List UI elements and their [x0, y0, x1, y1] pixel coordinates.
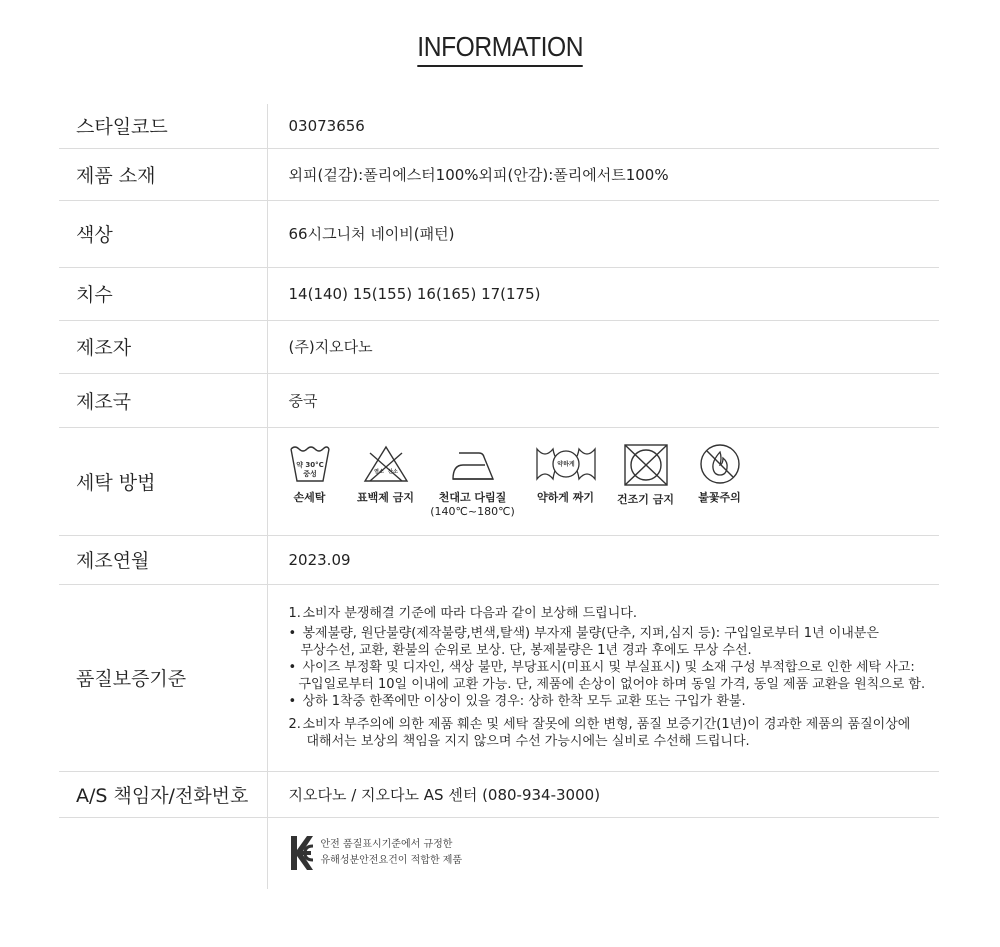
label-date: 제조연월	[59, 535, 267, 584]
page-title: INFORMATION	[417, 30, 583, 67]
row-color	[59, 200, 939, 267]
value-size: 14(140) 15(155) 16(165) 17(175)	[267, 267, 939, 320]
label-quality: 품질보증기준	[59, 584, 267, 771]
quality-bullet-2-line-2: 구입일로부터 10일 이내에 교환 가능. 단, 제품에 손상이 없어야 하며 동일 가격, 동일 제품 교환을 원칙으로 함.	[298, 677, 926, 692]
bullet-mark-2: •	[288, 660, 297, 675]
quality-bullet-2	[289, 659, 940, 676]
value-as: 지오다노 / 지오다노 AS 센터 (080-934-3000)	[267, 771, 939, 817]
row-as	[59, 771, 939, 817]
quality-item-2-line-1: 소비자 부주의에 의한 제품 훼손 및 세탁 잘못에 의한 변형, 품질 보증기간(1년)이 경과한 제품의 품질이상에	[302, 717, 911, 732]
care-label-iron: 천대고 다림질	[438, 491, 507, 504]
care-item-iron	[431, 443, 515, 519]
hand-wash-icon	[288, 443, 332, 485]
care-label-iron-temp: (140℃~180℃)	[430, 505, 515, 518]
kc-mark-icon	[289, 834, 315, 872]
label-size: 치수	[59, 267, 267, 320]
row-kc	[59, 817, 939, 889]
row-maker	[59, 320, 939, 373]
care-label-hand-wash: 손세탁	[293, 491, 326, 504]
no-bleach-chlorine: 염소	[373, 469, 384, 475]
label-as: A/S 책임자/전화번호	[59, 771, 267, 817]
quality-text	[289, 605, 940, 750]
gentle-wring-icon	[535, 443, 597, 485]
care-item-no-fire	[695, 443, 745, 505]
value-washing	[267, 427, 939, 535]
row-date	[59, 535, 939, 584]
kc-text-line-1: 안전 품질표시기준에서 규정한	[320, 839, 453, 851]
gentle-wring-text: 약하게	[556, 461, 575, 468]
quality-item-2-line-2: 대해서는 보상의 책임을 지지 않으며 수선 가능시에는 실비로 수선해 드립니다.	[306, 734, 750, 749]
row-size	[59, 267, 939, 320]
row-quality	[59, 584, 939, 771]
care-icons	[289, 443, 940, 519]
row-material	[59, 148, 939, 200]
quality-item-2-num: 2.	[288, 717, 301, 732]
label-washing: 세탁 방법	[59, 427, 267, 535]
care-label-no-fire: 불꽃주의	[698, 491, 741, 504]
quality-item-1-text: 소비자 분쟁해결 기준에 따라 다음과 같이 보상해 드립니다.	[302, 606, 637, 621]
value-maker: (주)지오다노	[267, 320, 939, 373]
row-country	[59, 373, 939, 427]
hand-wash-neutral: 중성	[302, 470, 317, 478]
label-country: 제조국	[59, 373, 267, 427]
label-maker: 제조자	[59, 320, 267, 373]
quality-bullet-1-line-2: 무상수선, 교환, 환불의 순위로 보상. 단, 봉제불량은 1년 경과 후에도 무상 수선.	[300, 643, 752, 658]
quality-bullet-3-text: 상하 1착중 한쪽에만 이상이 있을 경우: 상하 한착 모두 교환 또는 구입가 환불.	[302, 694, 746, 709]
quality-bullet-1-line-1: 봉제불량, 원단불량(제작불량,변색,탈색) 부자재 불량(단추, 지퍼,심지 등): 구입일로부터 1년 이내분은	[302, 626, 879, 641]
care-item-gentle-wring	[531, 443, 601, 505]
value-style-code: 03073656	[267, 104, 939, 148]
care-label-gentle-wring: 약하게 짜기	[537, 491, 594, 504]
row-style-code	[59, 104, 939, 148]
no-fire-icon	[698, 443, 742, 485]
care-label-no-tumble-dry: 건조기 금지	[617, 493, 674, 506]
value-color: 66시그니처 네이비(패턴)	[267, 200, 939, 267]
label-kc-empty	[59, 817, 267, 889]
kc-text-line-2: 유해성분안전요건이 적합한 제품	[320, 855, 463, 867]
care-item-no-bleach	[353, 443, 419, 505]
quality-bullet-2-line-1: 사이즈 부정확 및 디자인, 색상 불만, 부당표시(미표시 및 부실표시) 및 소재 구성 부적합으로 인한 세탁 사고:	[302, 660, 915, 675]
care-item-hand-wash	[285, 443, 335, 505]
bullet-mark-1: •	[288, 626, 297, 641]
label-color: 색상	[59, 200, 267, 267]
no-bleach-oxygen: 산소	[387, 469, 398, 475]
quality-bullet-1	[289, 625, 940, 642]
quality-bullet-3	[289, 693, 940, 710]
info-table	[59, 104, 939, 889]
value-kc	[267, 817, 939, 889]
value-country: 중국	[267, 373, 939, 427]
quality-item-2	[289, 716, 940, 733]
row-washing	[59, 427, 939, 535]
value-quality	[267, 584, 939, 771]
iron-icon	[449, 443, 497, 485]
quality-item-1	[289, 605, 940, 622]
no-tumble-dry-icon	[623, 443, 669, 487]
kc-block	[289, 834, 940, 872]
kc-text	[321, 837, 463, 869]
page-title-wrap	[0, 30, 1000, 67]
hand-wash-temp: 약 30°C	[295, 461, 324, 469]
bullet-mark-3: •	[288, 694, 297, 709]
care-label-no-bleach: 표백제 금지	[357, 491, 414, 504]
value-date: 2023.09	[267, 535, 939, 584]
label-material: 제품 소재	[59, 148, 267, 200]
value-material: 외피(겉감):폴리에스터100%외피(안감):폴리에서트100%	[267, 148, 939, 200]
quality-item-1-num: 1.	[288, 606, 301, 621]
label-style-code: 스타일코드	[59, 104, 267, 148]
no-bleach-icon	[361, 443, 411, 485]
care-item-no-tumble-dry	[615, 443, 677, 507]
